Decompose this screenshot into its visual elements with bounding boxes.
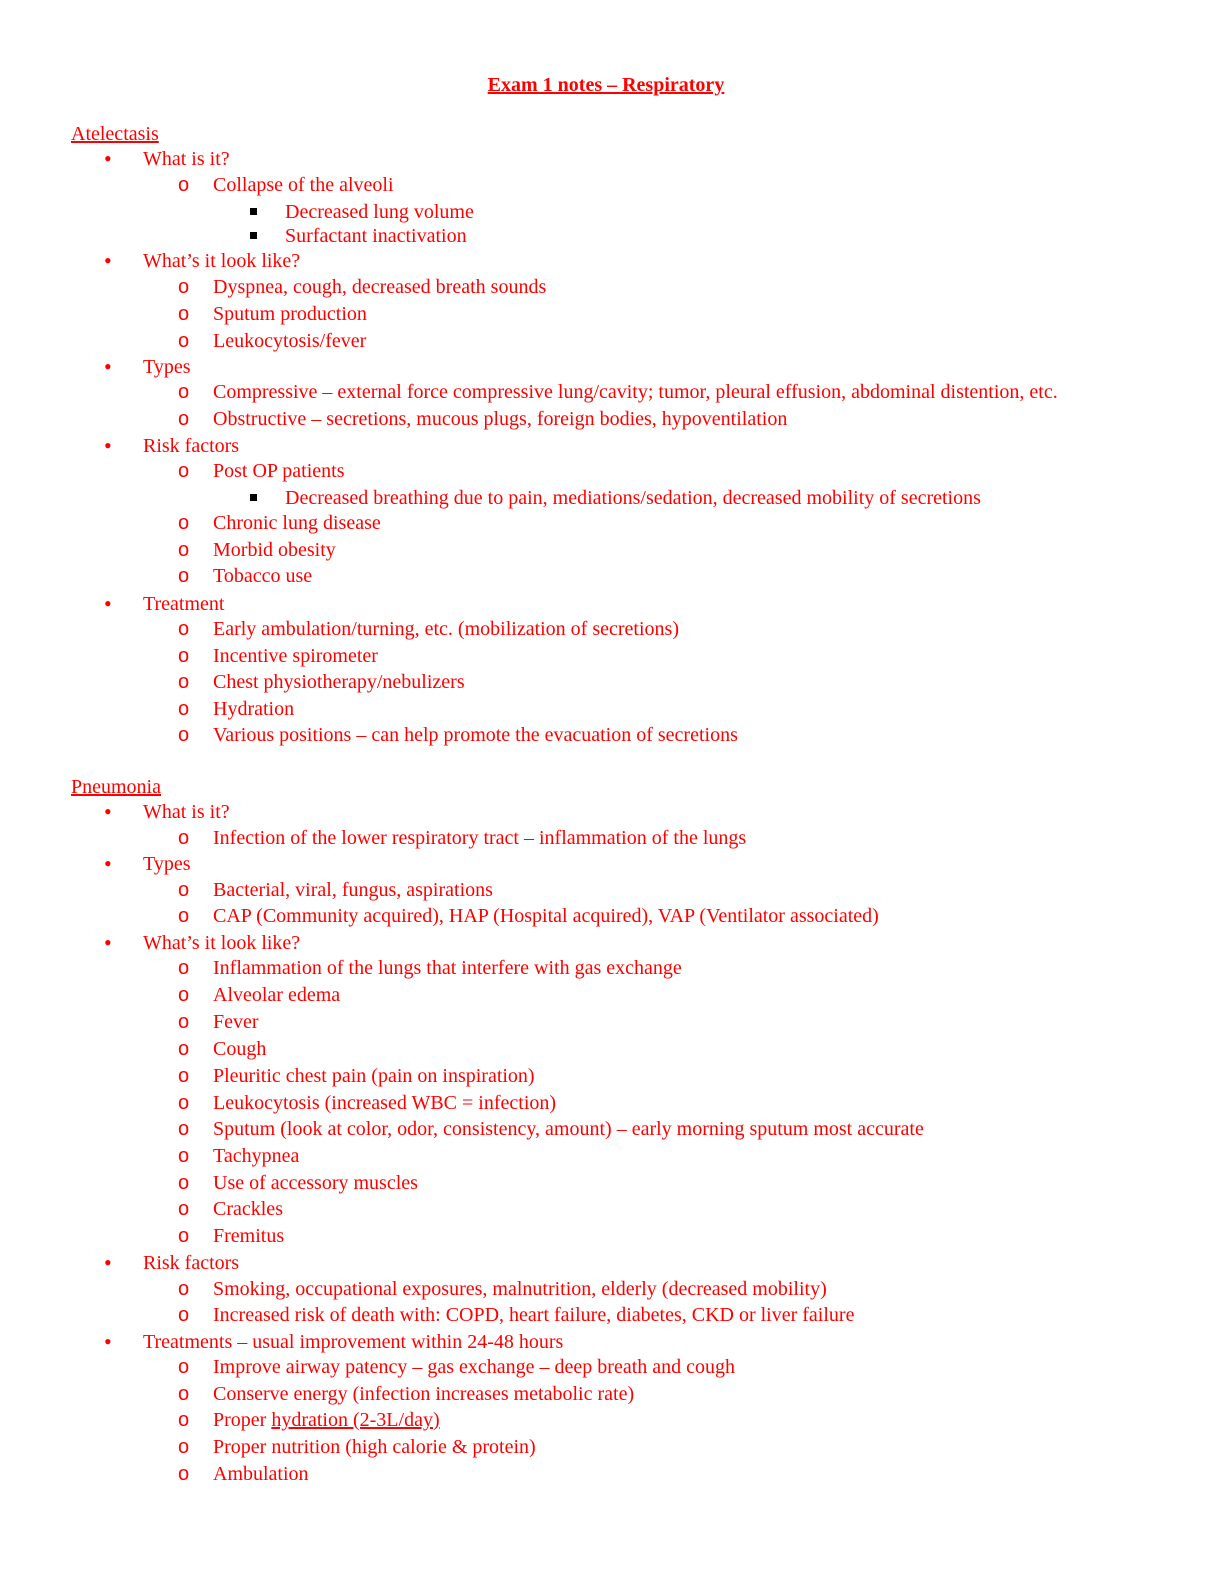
- sub-sub-bullet-text: Decreased breathing due to pain, mediations/sedation, decreased mobility of secretions: [285, 487, 981, 509]
- sub-bullet-item: [0, 825, 1224, 851]
- circle-bullet-icon: o: [178, 408, 190, 430]
- circle-bullet-icon: o: [178, 957, 190, 979]
- sub-bullet-text: Post OP patients: [213, 460, 345, 482]
- bullet-item: [0, 354, 1224, 380]
- sub-bullet-text: Bacterial, viral, fungus, aspirations: [213, 879, 493, 901]
- sub-bullet-item: [0, 1381, 1224, 1407]
- circle-bullet-icon: o: [178, 330, 190, 352]
- bullet-label: What’s it look like?: [143, 932, 301, 954]
- circle-bullet-icon: o: [178, 671, 190, 693]
- circle-bullet-icon: o: [178, 539, 190, 561]
- sub-bullet-text: Leukocytosis (increased WBC = infection): [213, 1092, 557, 1114]
- bullet-item: [0, 930, 1224, 956]
- sub-bullet-item: [0, 1407, 1224, 1433]
- sub-bullet-item: [0, 903, 1224, 929]
- sub-bullet-text: Hydration: [213, 698, 295, 720]
- sub-bullet-item: [0, 1143, 1224, 1169]
- sub-bullet-item: [0, 877, 1224, 903]
- circle-bullet-icon: o: [178, 879, 190, 901]
- sub-sub-bullet-item: [0, 199, 1224, 225]
- sub-bullet-text: Obstructive – secretions, mucous plugs, foreign bodies, hypoventilation: [213, 408, 788, 430]
- sub-bullet-item: [0, 274, 1224, 300]
- circle-bullet-icon: o: [178, 1463, 190, 1485]
- sub-bullet-text: Various positions – can help promote the evacuation of secretions: [213, 724, 738, 746]
- bullet-label: Risk factors: [143, 435, 240, 457]
- sub-bullet-item: [0, 406, 1224, 432]
- square-bullet-icon: [250, 494, 257, 501]
- sub-bullet-item: [0, 301, 1224, 327]
- circle-bullet-icon: o: [178, 460, 190, 482]
- circle-bullet-icon: o: [178, 1409, 190, 1431]
- sub-bullet-text: Incentive spirometer: [213, 645, 378, 667]
- bullet-item: [0, 851, 1224, 877]
- sub-bullet-text: Alveolar edema: [213, 984, 341, 1006]
- bullet-label: What is it?: [143, 148, 230, 170]
- circle-bullet-icon: o: [178, 645, 190, 667]
- circle-bullet-icon: o: [178, 303, 190, 325]
- circle-bullet-icon: o: [178, 724, 190, 746]
- bullet-icon: •: [104, 851, 112, 876]
- sub-bullet-item: [0, 1116, 1224, 1142]
- circle-bullet-icon: o: [178, 984, 190, 1006]
- sub-bullet-text: Proper nutrition (high calorie & protein): [213, 1436, 536, 1458]
- circle-bullet-icon: o: [178, 1356, 190, 1378]
- sub-bullet-text: Crackles: [213, 1198, 283, 1220]
- circle-bullet-icon: o: [178, 381, 190, 403]
- document-title: Exam 1 notes – Respiratory: [487, 74, 725, 96]
- sub-bullet-item: [0, 643, 1224, 669]
- sub-bullet-item: [0, 1354, 1224, 1380]
- sub-bullet-text: Fremitus: [213, 1225, 285, 1247]
- sub-bullet-text: Collapse of the alveoli: [213, 174, 394, 196]
- bullet-item: [0, 1329, 1224, 1355]
- bullet-label: What’s it look like?: [143, 250, 301, 272]
- circle-bullet-icon: o: [178, 698, 190, 720]
- bullet-icon: •: [104, 591, 112, 616]
- bullet-label: Treatment: [143, 593, 225, 615]
- sub-bullet-text: Cough: [213, 1038, 267, 1060]
- sub-bullet-text: Conserve energy (infection increases metabolic rate): [213, 1383, 635, 1405]
- sub-bullet-item: [0, 1434, 1224, 1460]
- circle-bullet-icon: o: [178, 1383, 190, 1405]
- bullet-icon: •: [104, 1329, 112, 1354]
- bullet-label: Types: [143, 853, 191, 875]
- sub-bullet-item: [0, 1302, 1224, 1328]
- sub-bullet-text: Inflammation of the lungs that interfere with gas exchange: [213, 957, 682, 979]
- underlined-text: hydration (2-3L/day): [271, 1409, 440, 1431]
- sub-bullet-item: [0, 669, 1224, 695]
- sub-bullet-text: Use of accessory muscles: [213, 1172, 418, 1194]
- sub-bullet-text: Smoking, occupational exposures, malnutrition, elderly (decreased mobility): [213, 1278, 827, 1300]
- bullet-icon: •: [104, 248, 112, 273]
- circle-bullet-icon: o: [178, 827, 190, 849]
- sub-bullet-text: Chronic lung disease: [213, 512, 381, 534]
- sub-bullet-item: [0, 616, 1224, 642]
- bullet-label: Treatments – usual improvement within 24-48 hours: [143, 1331, 564, 1353]
- circle-bullet-icon: o: [178, 1436, 190, 1458]
- sub-bullet-item: [0, 328, 1224, 354]
- circle-bullet-icon: o: [178, 565, 190, 587]
- bullet-item: [0, 433, 1224, 459]
- sub-bullet-text: Compressive – external force compressive lung/cavity; tumor, pleural effusion, abdominal distention, etc.: [213, 381, 1058, 403]
- bullet-icon: •: [104, 1250, 112, 1275]
- sub-bullet-text: Infection of the lower respiratory tract – inflammation of the lungs: [213, 827, 747, 849]
- sub-bullet-item: [0, 1063, 1224, 1089]
- sub-bullet-text: Chest physiotherapy/nebulizers: [213, 671, 465, 693]
- sub-bullet-text: Dyspnea, cough, decreased breath sounds: [213, 276, 547, 298]
- sub-bullet-item: [0, 696, 1224, 722]
- sub-bullet-item: [0, 1276, 1224, 1302]
- circle-bullet-icon: o: [178, 1278, 190, 1300]
- circle-bullet-icon: o: [178, 1304, 190, 1326]
- sub-bullet-item: [0, 1036, 1224, 1062]
- sub-bullet-item: [0, 1461, 1224, 1487]
- circle-bullet-icon: o: [178, 1172, 190, 1194]
- sub-sub-bullet-text: Surfactant inactivation: [285, 225, 467, 247]
- sub-bullet-text: Pleuritic chest pain (pain on inspiration): [213, 1065, 535, 1087]
- sub-bullet-item: [0, 458, 1224, 484]
- bullet-icon: •: [104, 146, 112, 171]
- bullet-item: [0, 799, 1224, 825]
- sub-bullet-text: Improve airway patency – gas exchange – deep breath and cough: [213, 1356, 736, 1378]
- sub-bullet-item: [0, 1223, 1224, 1249]
- circle-bullet-icon: o: [178, 905, 190, 927]
- circle-bullet-icon: o: [178, 1225, 190, 1247]
- sub-bullet-text: Leukocytosis/fever: [213, 330, 367, 352]
- sub-sub-bullet-item: [0, 485, 1224, 511]
- sub-bullet-text: Morbid obesity: [213, 539, 336, 561]
- bullet-item: [0, 146, 1224, 172]
- sub-bullet-text: Sputum production: [213, 303, 367, 325]
- sub-bullet-item: [0, 1009, 1224, 1035]
- square-bullet-icon: [250, 232, 257, 239]
- sub-bullet-text: Ambulation: [213, 1463, 309, 1485]
- sub-bullet-text: Early ambulation/turning, etc. (mobilization of secretions): [213, 618, 679, 640]
- circle-bullet-icon: o: [178, 1038, 190, 1060]
- circle-bullet-icon: o: [178, 174, 190, 196]
- sub-bullet-item: [0, 510, 1224, 536]
- bullet-item: [0, 591, 1224, 617]
- sub-bullet-text: Sputum (look at color, odor, consistency, amount) – early morning sputum most accurate: [213, 1118, 924, 1140]
- sub-bullet-item: [0, 172, 1224, 198]
- sub-bullet-item: [0, 955, 1224, 981]
- bullet-item: [0, 248, 1224, 274]
- sub-sub-bullet-text: Decreased lung volume: [285, 201, 474, 223]
- sub-bullet-text: CAP (Community acquired), HAP (Hospital acquired), VAP (Ventilator associated): [213, 905, 879, 927]
- bullet-icon: •: [104, 433, 112, 458]
- bullet-icon: •: [104, 930, 112, 955]
- sub-bullet-text: [213, 1407, 440, 1433]
- circle-bullet-icon: o: [178, 1118, 190, 1140]
- bullet-icon: •: [104, 354, 112, 379]
- sub-bullet-item: [0, 537, 1224, 563]
- square-bullet-icon: [250, 208, 257, 215]
- sub-bullet-item: [0, 982, 1224, 1008]
- sub-bullet-item: [0, 1090, 1224, 1116]
- section-heading: Atelectasis: [71, 123, 159, 145]
- circle-bullet-icon: o: [178, 1198, 190, 1220]
- bullet-label: Types: [143, 356, 191, 378]
- bullet-label: Risk factors: [143, 1252, 240, 1274]
- sub-bullet-item: [0, 722, 1224, 748]
- text-prefix: Proper: [213, 1409, 272, 1431]
- sub-bullet-text: Increased risk of death with: COPD, heart failure, diabetes, CKD or liver failure: [213, 1304, 855, 1326]
- sub-bullet-item: [0, 379, 1224, 405]
- sub-bullet-text: Tachypnea: [213, 1145, 300, 1167]
- sub-sub-bullet-item: [0, 223, 1224, 249]
- circle-bullet-icon: o: [178, 1065, 190, 1087]
- sub-bullet-text: Tobacco use: [213, 565, 313, 587]
- sub-bullet-item: [0, 563, 1224, 589]
- bullet-icon: •: [104, 799, 112, 824]
- circle-bullet-icon: o: [178, 512, 190, 534]
- circle-bullet-icon: o: [178, 1011, 190, 1033]
- sub-bullet-item: [0, 1170, 1224, 1196]
- circle-bullet-icon: o: [178, 276, 190, 298]
- circle-bullet-icon: o: [178, 618, 190, 640]
- circle-bullet-icon: o: [178, 1145, 190, 1167]
- sub-bullet-text: Fever: [213, 1011, 259, 1033]
- circle-bullet-icon: o: [178, 1092, 190, 1114]
- sub-bullet-item: [0, 1196, 1224, 1222]
- bullet-item: [0, 1250, 1224, 1276]
- bullet-label: What is it?: [143, 801, 230, 823]
- section-heading: Pneumonia: [71, 776, 161, 798]
